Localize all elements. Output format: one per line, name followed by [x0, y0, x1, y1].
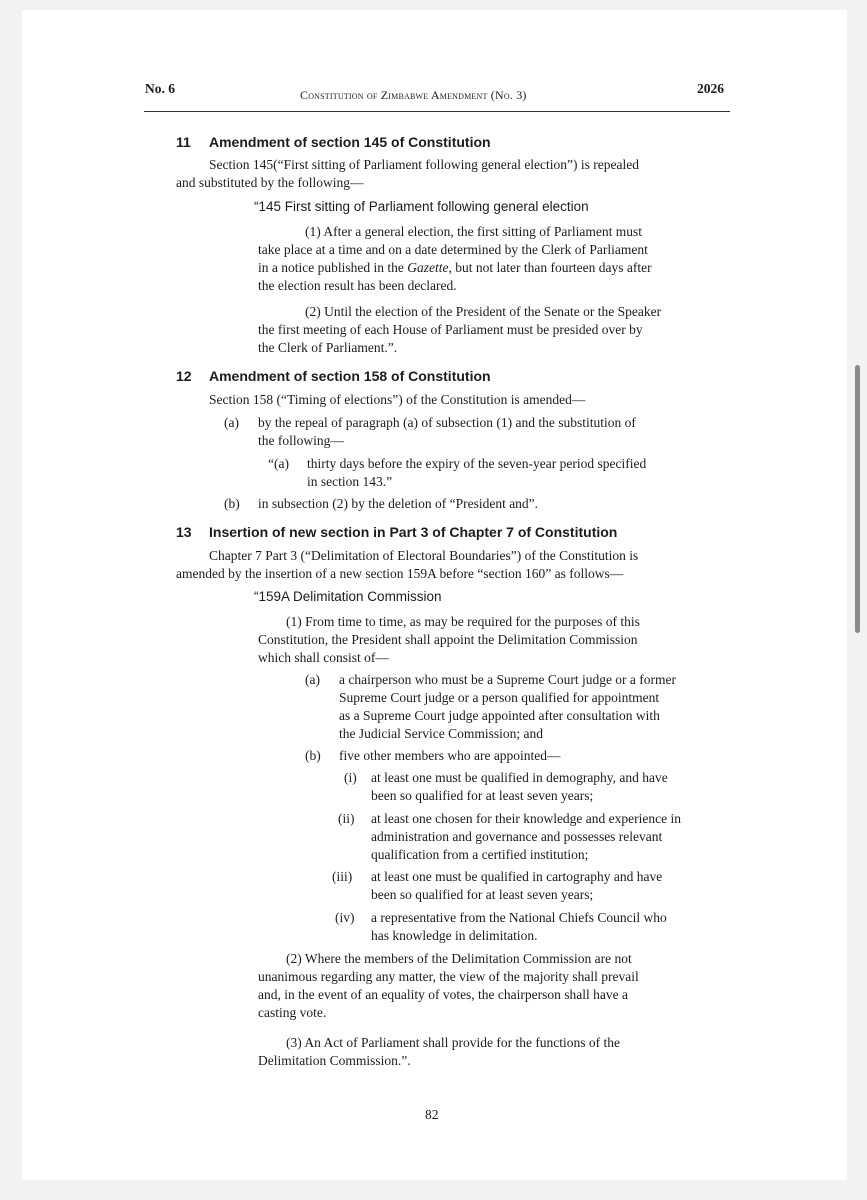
section-145-p2-line: the Clerk of Parliament.”.	[258, 340, 398, 355]
section-12-quoted-a-label: “(a)	[268, 456, 289, 471]
section-159a-a-line: a chairperson who must be a Supreme Court judge or a former	[339, 672, 677, 687]
section-145-p1-line: in a notice published in the Gazette, but not later than fourteen days after	[258, 260, 652, 275]
section-159a-p2-line: and, in the event of an equality of votes, the chairperson shall have a	[258, 987, 628, 1002]
section-13-intro-line: Chapter 7 Part 3 (“Delimitation of Electoral Boundaries”) of the Constitution is	[209, 548, 639, 563]
section-12-title: Amendment of section 158 of Constitution	[209, 368, 491, 384]
section-159a-ii-line: administration and governance and possesses relevant	[371, 829, 663, 844]
section-159a-p3-line: (3) An Act of Parliament shall provide for the functions of the	[286, 1035, 621, 1050]
section-159a-b-label: (b)	[305, 748, 321, 763]
section-159a-a-line: Supreme Court judge or a person qualified for appointment	[339, 690, 660, 705]
scrollbar-thumb[interactable]	[855, 365, 860, 633]
section-159a-p1-line: which shall consist of—	[258, 650, 389, 665]
section-159a-p2-line: (2) Where the members of the Delimitation Commission are not	[286, 951, 632, 966]
section-159a-iv-label: (iv)	[335, 910, 355, 925]
section-12-quoted-a-line: thirty days before the expiry of the seven-year period specified	[307, 456, 647, 471]
section-159a-ii-label: (ii)	[338, 811, 355, 826]
document-page	[22, 10, 847, 1180]
section-12-quoted-a-line: in section 143.”	[307, 474, 393, 489]
header-divider	[144, 111, 730, 112]
section-145-p1-line: take place at a time and on a date determined by the Clerk of Parliament	[258, 242, 648, 257]
gazette-italic: Gazette	[407, 260, 449, 275]
section-159a-b-text: five other members who are appointed—	[339, 748, 561, 763]
section-159a-heading: “159A Delimitation Commission	[254, 589, 442, 604]
section-159a-p1-line: (1) From time to time, as may be required for the purposes of this	[286, 614, 640, 629]
section-159a-iii-line: at least one must be qualified in cartography and have	[371, 869, 663, 884]
section-12-intro: Section 158 (“Timing of elections”) of the Constitution is amended—	[209, 392, 586, 407]
section-11-intro-line: Section 145(“First sitting of Parliament following general election”) is repealed	[209, 157, 640, 172]
section-145-p1-line: the election result has been declared.	[258, 278, 457, 293]
section-12-a-label: (a)	[224, 415, 239, 430]
section-159a-iii-line: been so qualified for at least seven years;	[371, 887, 594, 902]
section-13-number: 13	[176, 524, 192, 540]
section-159a-i-line: at least one must be qualified in demography, and have	[371, 770, 668, 785]
section-159a-p2-line: unanimous regarding any matter, the view of the majority shall prevail	[258, 969, 639, 984]
section-159a-i-line: been so qualified for at least seven years;	[371, 788, 594, 803]
section-145-p2-line: the first meeting of each House of Parliament must be presided over by	[258, 322, 643, 337]
gazette-number: No. 6	[145, 81, 175, 96]
section-159a-a-label: (a)	[305, 672, 320, 687]
section-145-p2-line: (2) Until the election of the President of the Senate or the Speaker	[305, 304, 662, 319]
section-159a-p2-line: casting vote.	[258, 1005, 327, 1020]
section-159a-p1-line: Constitution, the President shall appoint the Delimitation Commission	[258, 632, 638, 647]
section-159a-iii-label: (iii)	[332, 869, 353, 884]
section-145-heading: “145 First sitting of Parliament following general election	[254, 199, 589, 214]
section-159a-iv-line: has knowledge in delimitation.	[371, 928, 538, 943]
section-159a-ii-line: qualification from a certified institution;	[371, 847, 589, 862]
section-12-number: 12	[176, 368, 192, 384]
section-12-b-text: in subsection (2) by the deletion of “President and”.	[258, 496, 539, 511]
section-11-intro-line: and substituted by the following—	[176, 175, 364, 190]
section-159a-p3-line: Delimitation Commission.”.	[258, 1053, 411, 1068]
page-number: 82	[425, 1107, 439, 1122]
section-12-a-line: by the repeal of paragraph (a) of subsection (1) and the substitution of	[258, 415, 636, 430]
section-145-p1-line: (1) After a general election, the first sitting of Parliament must	[305, 224, 643, 239]
section-159a-iv-line: a representative from the National Chiefs Council who	[371, 910, 667, 925]
section-13-intro-line: amended by the insertion of a new section 159A before “section 160” as follows—	[176, 566, 624, 581]
gazette-year: 2026	[697, 81, 724, 96]
section-159a-i-label: (i)	[344, 770, 357, 785]
page-title: Constitution of Zimbabwe Amendment (No. 3)	[300, 88, 527, 102]
section-13-title: Insertion of new section in Part 3 of Chapter 7 of Constitution	[209, 524, 618, 540]
section-159a-ii-line: at least one chosen for their knowledge and experience in	[371, 811, 681, 826]
section-159a-a-line: the Judicial Service Commission; and	[339, 726, 543, 741]
section-12-b-label: (b)	[224, 496, 240, 511]
section-12-a-line: the following—	[258, 433, 344, 448]
section-11-number: 11	[176, 134, 191, 150]
section-11-title: Amendment of section 145 of Constitution	[209, 134, 491, 150]
section-159a-a-line: as a Supreme Court judge appointed after consultation with	[339, 708, 660, 723]
